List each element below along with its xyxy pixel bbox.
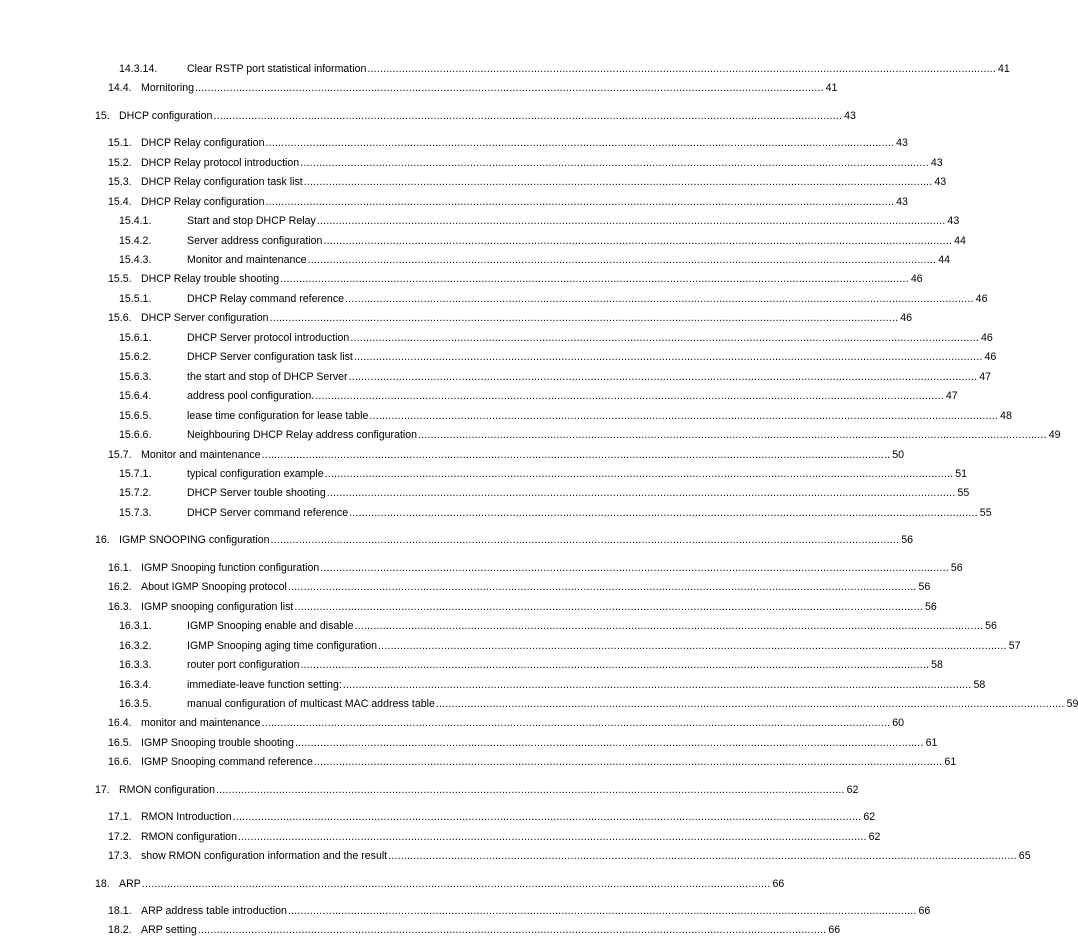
toc-entry-page: 55 (957, 487, 970, 499)
toc-entry-title: DHCP Server configuration (141, 312, 269, 324)
dot-leader: ........................................................................................................................................................................................................ (215, 784, 845, 796)
toc-entry-title: Mornitoring (141, 82, 194, 94)
toc-entry-line (187, 213, 960, 230)
toc-entry[interactable] (0, 271, 923, 288)
dot-leader: ........................................................................................................................................................................................................ (369, 410, 999, 422)
toc-entry-page: 43 (896, 196, 908, 208)
toc-entry-title: DHCP Relay configuration task list (141, 176, 303, 188)
toc-entry-title: IGMP Snooping trouble shooting (141, 737, 294, 749)
toc-entry[interactable] (0, 485, 970, 502)
toc-entry[interactable] (0, 310, 913, 327)
dot-leader: ........................................................................................................................................................................................................ (287, 905, 917, 917)
toc-entry-page: 66 (772, 878, 785, 890)
toc-entry-page: 43 (934, 176, 947, 188)
toc-entry[interactable] (0, 579, 931, 596)
toc-entry-title: RMON configuration (141, 831, 237, 843)
toc-entry-line (141, 735, 938, 752)
toc-entry-line (119, 532, 913, 549)
toc-entry-title: manual configuration of multicast MAC address table (187, 698, 435, 710)
toc-entry[interactable] (0, 447, 905, 464)
toc-entry-line (141, 579, 931, 596)
toc-entry-number: 18.2. (108, 924, 132, 936)
toc-entry[interactable] (0, 677, 986, 694)
toc-entry-page: 41 (998, 63, 1010, 75)
toc-entry-title: show RMON configuration information and the result (141, 850, 388, 862)
toc-entry-page: 66 (918, 905, 931, 917)
toc-entry-page: 47 (945, 390, 958, 402)
toc-entry-line (141, 447, 905, 464)
toc-entry-page: 62 (868, 831, 881, 843)
toc-entry-line (141, 310, 913, 327)
toc-entry[interactable] (0, 233, 966, 250)
toc-entry-number: 17. (95, 784, 110, 796)
toc-entry[interactable] (0, 174, 947, 191)
toc-entry-line (141, 155, 943, 172)
dot-leader: ........................................................................................................................................................................................................ (354, 620, 984, 632)
toc-entry-number: 16.3.4. (119, 679, 152, 691)
toc-entry[interactable] (0, 330, 993, 347)
toc-entry-number: 14.3.14. (119, 63, 158, 75)
toc-entry-line (141, 599, 937, 616)
toc-entry-page: 56 (901, 534, 913, 546)
toc-entry-title: RMON Introduction (141, 811, 232, 823)
toc-entry-line (187, 638, 1021, 655)
toc-entry[interactable] (0, 922, 841, 939)
toc-entry-line (119, 782, 859, 799)
toc-entry[interactable] (0, 618, 997, 635)
toc-entry-page: 58 (973, 679, 986, 691)
toc-entry-line (187, 485, 970, 502)
dot-leader: ........................................................................................................................................................................................................ (303, 176, 933, 188)
toc-entry[interactable] (0, 388, 958, 405)
dot-leader: ........................................................................................................................................................................................................ (350, 332, 979, 344)
toc-entry-title: Monitor and maintenance (187, 254, 307, 266)
toc-entry-page: 66 (828, 924, 841, 936)
toc-entry-page: 58 (931, 659, 943, 671)
toc-entry[interactable] (0, 369, 992, 386)
toc-entry-number: 15.7.3. (119, 507, 152, 519)
toc-entry[interactable] (0, 194, 908, 211)
toc-entry-number: 15.3. (108, 176, 132, 188)
toc-entry-title: Monitor and maintenance (141, 449, 261, 461)
toc-entry-line (141, 194, 908, 211)
toc-entry-page: 50 (892, 449, 905, 461)
toc-entry[interactable] (0, 213, 960, 230)
toc-entry-number: 15.6.1. (119, 332, 152, 344)
dot-leader: ........................................................................................................................................................................................................ (261, 449, 891, 461)
dot-leader: ........................................................................................................................................................................................................ (141, 878, 771, 890)
toc-entry-number: 15.2. (108, 157, 132, 169)
dot-leader: ........................................................................................................................................................................................................ (345, 293, 974, 305)
dot-leader: ........................................................................................................................................................................................................ (294, 737, 924, 749)
toc-entry-title: RMON configuration (119, 784, 215, 796)
toc-entry-number: 15.6.2. (119, 351, 152, 363)
toc-entry-line (141, 809, 876, 826)
toc-entry-line (141, 754, 957, 771)
toc-entry-page: 47 (979, 371, 992, 383)
toc-entry-number: 15.1. (108, 137, 132, 149)
toc-entry[interactable] (0, 715, 905, 732)
toc-entry-line (141, 829, 881, 846)
toc-entry[interactable] (0, 735, 938, 752)
toc-entry[interactable] (0, 903, 931, 920)
toc-entry-page: 44 (938, 254, 951, 266)
dot-leader: ........................................................................................................................................................................................................ (294, 601, 923, 613)
dot-leader: ........................................................................................................................................................................................................ (313, 756, 943, 768)
toc-entry-line (141, 715, 905, 732)
dot-leader: ........................................................................................................................................................................................................ (349, 507, 978, 519)
toc-entry-line (187, 427, 1061, 444)
toc-entry-number: 16.3. (108, 601, 132, 613)
toc-entry-line (187, 233, 966, 250)
toc-entry-page: 46 (900, 312, 913, 324)
toc-entry-title: IGMP snooping configuration list (141, 601, 294, 613)
toc-entry-line (141, 135, 908, 152)
toc-entry-page: 51 (955, 468, 968, 480)
toc-entry-number: 16.5. (108, 737, 132, 749)
toc-entry-number: 16.3.3. (119, 659, 152, 671)
toc-entry-title: lease time configuration for lease table (187, 410, 369, 422)
toc-entry[interactable] (0, 466, 968, 483)
toc-entry-number: 16.3.2. (119, 640, 152, 652)
toc-entry-line (141, 80, 838, 97)
toc-entry-title: Start and stop DHCP Relay (187, 215, 316, 227)
toc-entry[interactable] (0, 657, 943, 674)
toc-entry-page: 56 (918, 581, 931, 593)
toc-entry-page: 55 (979, 507, 992, 519)
toc-entry-page: 56 (924, 601, 937, 613)
toc-entry-line (187, 408, 1012, 425)
toc-entry[interactable] (0, 155, 943, 172)
toc-entry-page: 61 (925, 737, 938, 749)
toc-entry-page: 61 (944, 756, 957, 768)
toc-entry[interactable] (0, 876, 785, 893)
dot-leader: ........................................................................................................................................................................................................ (388, 850, 1017, 862)
dot-leader: ........................................................................................................................................................................................................ (197, 924, 827, 936)
dot-leader: ........................................................................................................................................................................................................ (418, 429, 1047, 441)
toc-entry-title: DHCP Server configuration task list (187, 351, 353, 363)
toc-entry-line (187, 505, 992, 522)
toc-entry-title: IGMP Snooping enable and disable (187, 620, 354, 632)
toc-entry[interactable] (0, 809, 876, 826)
toc-entry-line (187, 466, 968, 483)
toc-entry[interactable] (0, 532, 913, 549)
toc-entry-title: ARP setting (141, 924, 197, 936)
toc-entry-number: 15.6.6. (119, 429, 152, 441)
toc-entry-page: 41 (825, 82, 838, 94)
toc-entry-page: 43 (930, 157, 943, 169)
toc-entry[interactable] (0, 291, 988, 308)
dot-leader: ........................................................................................................................................................................................................ (316, 215, 946, 227)
toc-entry-title: IGMP SNOOPING configuration (119, 534, 270, 546)
dot-leader: ........................................................................................................................................................................................................ (270, 534, 900, 546)
toc-entry-title: DHCP Relay trouble shooting (141, 273, 280, 285)
toc-entry-number: 18.1. (108, 905, 132, 917)
toc-entry-line (187, 61, 1010, 78)
toc-entry-line (119, 876, 785, 893)
toc-entry-line (119, 108, 856, 125)
toc-entry-line (187, 252, 951, 269)
toc-entry-number: 15.4. (108, 196, 132, 208)
toc-entry-number: 15.6.4. (119, 390, 152, 402)
toc-entry-title: DHCP Server touble shooting (187, 487, 326, 499)
toc-entry[interactable] (0, 427, 1061, 444)
toc-entry-line (187, 349, 997, 366)
toc-entry[interactable] (0, 560, 963, 577)
toc-entry-number: 16.4. (108, 717, 132, 729)
toc-entry[interactable] (0, 829, 881, 846)
toc-entry-title: Clear RSTP port statistical information (187, 63, 367, 75)
toc-entry-number: 15.7.1. (119, 468, 152, 480)
toc-entry[interactable] (0, 80, 838, 97)
toc-entry-page: 56 (985, 620, 997, 632)
toc-entry-title: Neighbouring DHCP Relay address configuration (187, 429, 418, 441)
toc-entry[interactable] (0, 108, 856, 125)
toc-entry-line (187, 677, 986, 694)
toc-entry-line (141, 174, 947, 191)
toc-entry-page: 62 (863, 811, 876, 823)
toc-entry-number: 17.1. (108, 811, 132, 823)
toc-entry-page: 46 (984, 351, 997, 363)
toc-entry-number: 17.3. (108, 850, 132, 862)
toc-entry-number: 16.3.1. (119, 620, 152, 632)
toc-entry-title: ARP (119, 878, 141, 890)
dot-leader: ........................................................................................................................................................................................................ (323, 235, 953, 247)
toc-entry-title: DHCP Relay command reference (187, 293, 345, 305)
toc-entry-line (187, 696, 1078, 713)
dot-leader: ........................................................................................................................................................................................................ (280, 273, 909, 285)
toc-entry-page: 46 (975, 293, 988, 305)
toc-entry-number: 17.2. (108, 831, 132, 843)
toc-entry-number: 16. (95, 534, 110, 546)
dot-leader: ........................................................................................................................................................................................................ (435, 698, 1065, 710)
toc-entry-line (187, 291, 988, 308)
toc-entry-page: 43 (947, 215, 960, 227)
toc-entry-title: DHCP Relay configuration (141, 137, 265, 149)
toc-entry[interactable] (0, 599, 937, 616)
toc-entry-title: typical configuration example (187, 468, 324, 480)
toc-entry-number: 15.6.3. (119, 371, 152, 383)
dot-leader: ........................................................................................................................................................................................................ (300, 659, 930, 671)
toc-entry-page: 57 (1008, 640, 1021, 652)
toc-entry-title: monitor and maintenance (141, 717, 261, 729)
toc-entry-number: 16.2. (108, 581, 132, 593)
dot-leader: ........................................................................................................................................................................................................ (265, 196, 895, 208)
toc-entry[interactable] (0, 638, 1021, 655)
toc-entry-line (141, 922, 841, 939)
toc-entry-line (187, 330, 993, 347)
toc-entry-title: IGMP Snooping aging time configuration (187, 640, 378, 652)
dot-leader: ........................................................................................................................................................................................................ (237, 831, 867, 843)
toc-entry-title: DHCP Relay configuration (141, 196, 265, 208)
toc-entry-number: 15.4.1. (119, 215, 152, 227)
dot-leader: ........................................................................................................................................................................................................ (265, 137, 895, 149)
toc-entry-title: DHCP configuration (119, 110, 213, 122)
toc-entry-line (141, 903, 931, 920)
toc-entry-number: 16.1. (108, 562, 132, 574)
toc-entry-title: immediate-leave function setting: (187, 679, 342, 691)
toc-entry-line (187, 369, 992, 386)
toc-entry-line (187, 657, 943, 674)
toc-entry-number: 15.6. (108, 312, 132, 324)
dot-leader: ........................................................................................................................................................................................................ (300, 157, 929, 169)
toc-entry-title: IGMP Snooping function configuration (141, 562, 320, 574)
toc-entry-title: router port configuration (187, 659, 300, 671)
toc-entry-number: 14.4. (108, 82, 132, 94)
toc-entry-line (187, 388, 958, 405)
toc-entry-title: the start and stop of DHCP Server (187, 371, 348, 383)
toc-entry-title: About IGMP Snooping protocol (141, 581, 287, 593)
dot-leader: ........................................................................................................................................................................................................ (342, 679, 972, 691)
dot-leader: ........................................................................................................................................................................................................ (269, 312, 899, 324)
toc-entry-title: IGMP Snooping command reference (141, 756, 313, 768)
toc-entry[interactable] (0, 252, 951, 269)
toc-entry[interactable] (0, 848, 1031, 865)
toc-entry[interactable] (0, 505, 992, 522)
toc-entry-number: 16.3.5. (119, 698, 152, 710)
toc-entry-number: 15.4.3. (119, 254, 152, 266)
toc-entry[interactable] (0, 782, 859, 799)
toc-entry[interactable] (0, 61, 1010, 78)
toc-entry-page: 46 (910, 273, 923, 285)
toc-entry-number: 15.5.1. (119, 293, 152, 305)
dot-leader: ........................................................................................................................................................................................................ (378, 640, 1007, 652)
toc-entry-number: 15.7.2. (119, 487, 152, 499)
dot-leader: ........................................................................................................................................................................................................ (287, 581, 917, 593)
dot-leader: ........................................................................................................................................................................................................ (353, 351, 983, 363)
toc-entry[interactable] (0, 754, 957, 771)
toc-entry[interactable] (0, 349, 997, 366)
dot-leader: ........................................................................................................................................................................................................ (307, 254, 937, 266)
toc-entry[interactable] (0, 696, 1078, 713)
toc-entry-title: DHCP Server command reference (187, 507, 349, 519)
toc-entry-page: 44 (954, 235, 966, 247)
dot-leader: ........................................................................................................................................................................................................ (324, 468, 954, 480)
toc-entry-page: 62 (846, 784, 859, 796)
toc-entry-title: Server address configuration (187, 235, 323, 247)
toc-entry-line (141, 271, 923, 288)
toc-entry-page: 65 (1018, 850, 1031, 862)
toc-entry-number: 15.5. (108, 273, 132, 285)
toc-entry-title: address pool configuration. (187, 390, 315, 402)
toc-entry[interactable] (0, 408, 1012, 425)
dot-leader: ........................................................................................................................................................................................................ (320, 562, 949, 574)
toc-entry-page: 48 (1000, 410, 1012, 422)
toc-entry-line (141, 848, 1031, 865)
toc-entry-number: 15. (95, 110, 110, 122)
toc-entry-number: 16.6. (108, 756, 132, 768)
toc-entry-page: 49 (1048, 429, 1061, 441)
toc-entry[interactable] (0, 135, 908, 152)
toc-entry-number: 15.6.5. (119, 410, 152, 422)
toc-entry-page: 43 (844, 110, 856, 122)
toc-entry-title: ARP address table introduction (141, 905, 287, 917)
dot-leader: ........................................................................................................................................................................................................ (348, 371, 978, 383)
toc-entry-page: 60 (892, 717, 905, 729)
toc-entry-number: 15.7. (108, 449, 132, 461)
toc-entry-page: 59 (1066, 698, 1078, 710)
toc-entry-page: 43 (896, 137, 908, 149)
toc-entry-page: 46 (980, 332, 993, 344)
dot-leader: ........................................................................................................................................................................................................ (232, 811, 862, 823)
toc-entry-title: DHCP Server protocol introduction (187, 332, 350, 344)
dot-leader: ........................................................................................................................................................................................................ (367, 63, 997, 75)
dot-leader: ........................................................................................................................................................................................................ (261, 717, 891, 729)
toc-entry-page: 56 (950, 562, 963, 574)
toc-entry-number: 18. (95, 878, 110, 890)
dot-leader: ........................................................................................................................................................................................................ (326, 487, 956, 499)
dot-leader: ........................................................................................................................................................................................................ (195, 82, 824, 94)
dot-leader: ........................................................................................................................................................................................................ (213, 110, 843, 122)
dot-leader: ........................................................................................................................................................................................................ (315, 390, 944, 402)
toc-entry-title: DHCP Relay protocol introduction (141, 157, 300, 169)
toc-entry-number: 15.4.2. (119, 235, 152, 247)
toc-entry-line (141, 560, 963, 577)
toc-entry-line (187, 618, 997, 635)
